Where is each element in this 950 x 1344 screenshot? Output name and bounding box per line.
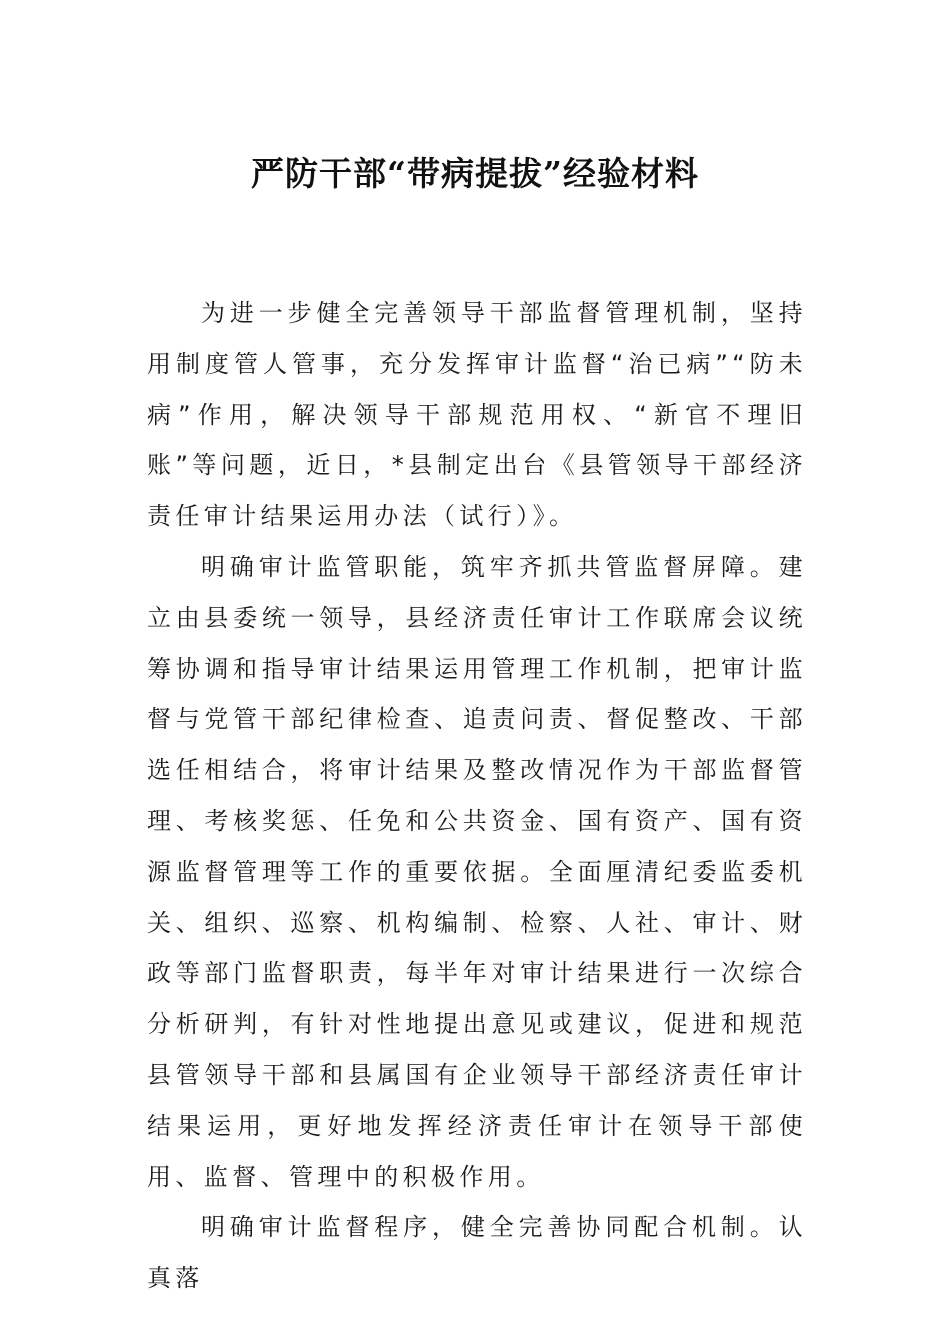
body-paragraph-1: 为进一步健全完善领导干部监督管理机制，坚持用制度管人管事，充分发挥审计监督“治已病”“防未病”作用，解决领导干部规范用权、“新官不理旧账”等问题，近日，*县制定出台《县管领导干部经济责任审计结果运用办法（试行）》。 [147,299,807,531]
document-body [147,288,807,1304]
body-paragraph-3: 明确审计监督程序，健全完善协同配合机制。认真落 [147,1213,807,1293]
body-paragraph-2: 明确审计监管职能，筑牢齐抓共管监督屏障。建立由县委统一领导，县经济责任审计工作联席会议统筹协调和指导审计结果运用管理工作机制，把审计监督与党管干部纪律检查、追责问责、督促整改、干部选任相结合，将审计结果及整改情况作为干部监督管理、考核奖惩、任免和公共资金、国有资产、国有资源监督管理等工作的重要依据。全面厘清纪委监委机关、组织、巡察、机构编制、检察、人社、审计、财政等部门监督职责，每半年对审计结果进行一次综合分析研判，有针对性地提出意见或建议，促进和规范县管领导干部和县属国有企业领导干部经济责任审计结果运用，更好地发挥经济责任审计在领导干部使用、监督、管理中的积极作用。 [147,552,807,1191]
document-title: 严防干部“带病提拔”经验材料 [251,154,699,193]
